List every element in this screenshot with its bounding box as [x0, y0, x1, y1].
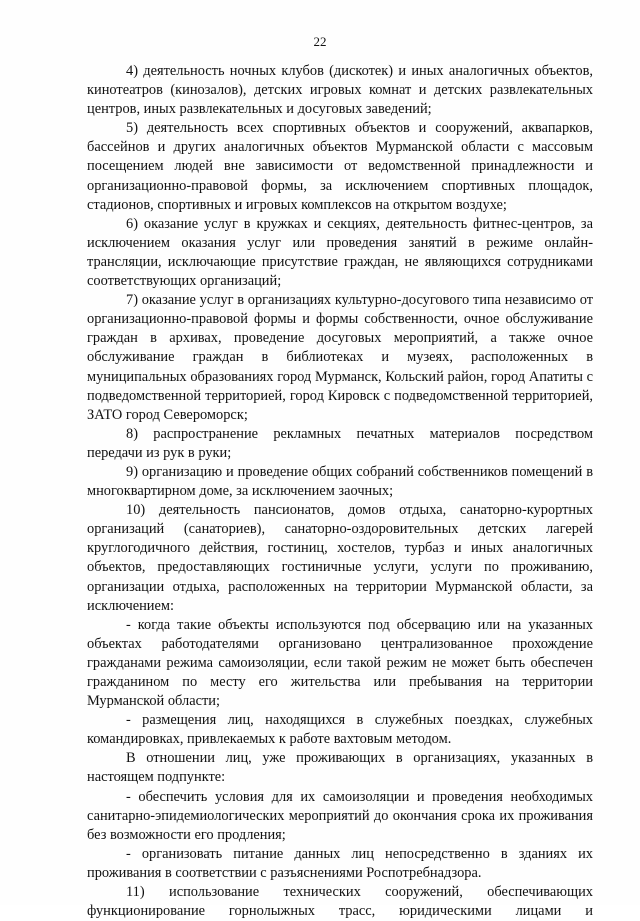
- paragraph-current-residents: В отношении лиц, уже проживающих в организациях, указанных в настоящем подпункте:: [87, 750, 593, 786]
- paragraph-exception-business-trips: - размещения лиц, находящихся в служебных поездках, служебных командировках, привлекаемых к работе вахтовым методом.: [87, 712, 593, 748]
- page-number: 22: [313, 34, 327, 49]
- paragraph-item-4: 4) деятельность ночных клубов (дискотек) и иных аналогичных объектов, кинотеатров (кинозалов), детских игровых комнат и детских развлекательных центров, иных развлекательных и досуговых заведений;: [87, 63, 593, 118]
- document-body: [87, 62, 593, 921]
- paragraph-catering: - организовать питание данных лиц непосредственно в зданиях их проживания в соответствии с разъяснениями Роспотребнадзора.: [87, 845, 593, 881]
- paragraph-exception-observation: - когда такие объекты используются под обсервацию или на указанных объектах работодателями организовано централизованное прохождение гражданами режима самоизоляции, если такой режим не может быть обеспечен гражданином по месту его жительства или пребывания на территории Мурманской области;: [87, 616, 593, 710]
- paragraph-self-isolation: - обеспечить условия для их самоизоляции и проведения необходимых санитарно-эпидемиологических мероприятий до окончания срока их проживания без возможности его продления;: [87, 788, 593, 843]
- paragraph-item-5: 5) деятельность всех спортивных объектов и сооружений, аквапарков, бассейнов и других аналогичных объектов Мурманской области с массовым посещением людей вне зависимости от ведомственной принадлежности и организационно-правовой формы, за исключением спортивных площадок, стадионов, спортивных и игровых комплексов на открытом воздухе;: [87, 120, 593, 213]
- paragraph-item-8: 8) распространение рекламных печатных материалов посредством передачи из рук в руки;: [87, 425, 593, 461]
- paragraph-item-11: 11) использование технических сооружений, обеспечивающих функционирование горнолыжных трасс, юридическими лицами и: [87, 884, 593, 920]
- paragraph-item-6: 6) оказание услуг в кружках и секциях, деятельность фитнес-центров, за исключением оказания услуг или проведения занятий в режиме онлайн-трансляции, исключающие присутствие граждан, не являющихся сотрудниками соответствующих организаций;: [87, 215, 593, 290]
- paragraph-item-9: 9) организацию и проведение общих собраний собственников помещений в многоквартирном доме, за исключением заочных;: [87, 463, 593, 500]
- paragraph-item-7: 7) оказание услуг в организациях культурно-досугового типа независимо от организационно-правовой формы и формы собственности, очное обслуживание граждан в архивах, проведение досуговых мероприятий, а также очное обслуживание граждан в библиотеках и музеях, расположенных в муниципальных образованиях город Мурманск, Кольский район, город Апатиты с подведомственной территорией, город Кировск с подведомственной территорией, ЗАТО город Североморск;: [87, 292, 593, 423]
- paragraph-item-10: 10) деятельность пансионатов, домов отдыха, санаторно-курортных организаций (санаториев), санаторно-оздоровительных детских лагерей круглогодичного действия, гостиниц, хостелов, турбаз и иных аналогичных объектов, предоставляющих гостиничные услуги, услуги по проживанию, организации отдыха, расположенных на территории Мурманской области, за исключением:: [87, 502, 593, 614]
